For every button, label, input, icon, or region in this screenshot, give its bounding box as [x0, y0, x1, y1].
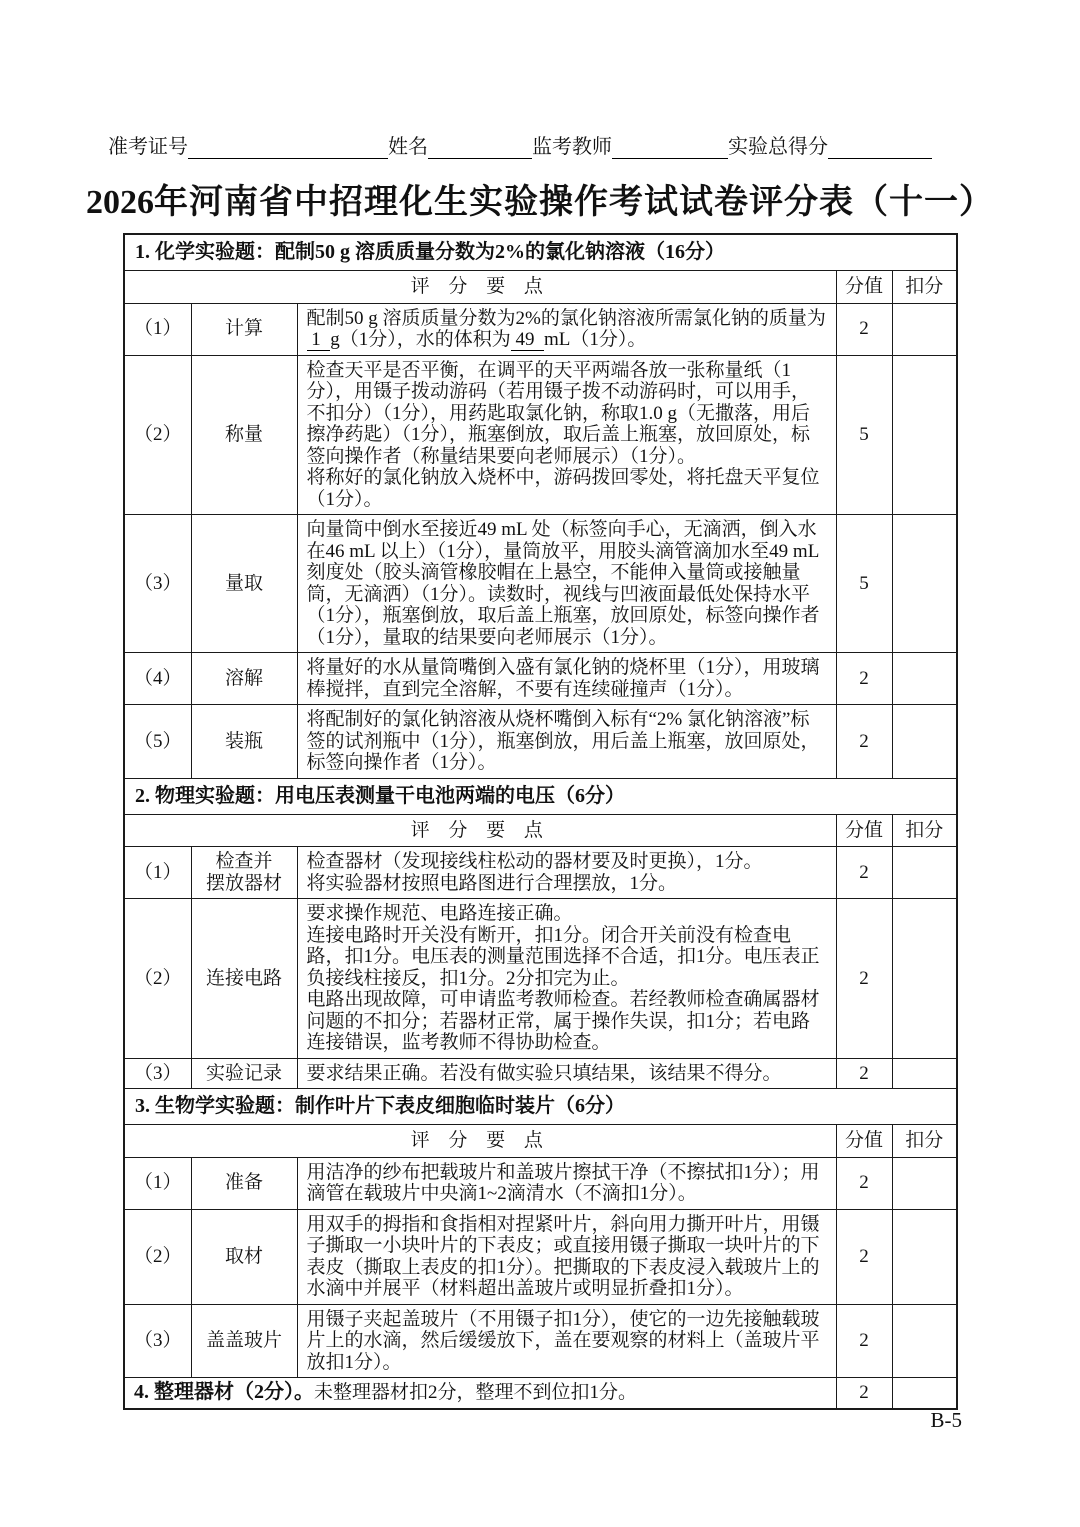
row-deduction-cell — [892, 1209, 957, 1304]
row-detail-cell — [297, 515, 836, 653]
admission-ticket-label: 准考证号 — [108, 136, 188, 158]
deduction-header: 扣分 — [892, 814, 957, 847]
section-title: 1. 化学实验题：配制50 g 溶质质量分数为2%的氯化钠溶液（16分） — [124, 234, 957, 271]
proctor-blank — [612, 136, 728, 159]
row-deduction-cell — [892, 515, 957, 653]
total-score-label: 实验总得分 — [728, 136, 828, 158]
row-detail-cell — [297, 1304, 836, 1378]
page-number: B-5 — [930, 1408, 962, 1432]
detail-paragraph: 用洁净的纱布把载玻片和盖玻片擦拭干净（不擦拭扣1分）；用滴管在载玻片中央滴1~2滴清水（不滴扣1分）。 — [306, 1161, 820, 1204]
admission-ticket-blank — [188, 136, 388, 159]
row-value-cell: 2 — [836, 303, 892, 355]
column-header-row — [124, 814, 957, 847]
row-item-cell: 检查并 摆放器材 — [191, 847, 297, 899]
detail-paragraph: 用双手的拇指和食指相对捏紧叶片，斜向用力撕开叶片，用镊子撕取一小块叶片的下表皮；或直接用镊子撕取一块叶片的下表皮（撕取上表皮的扣1分）。把撕取的下表皮浸入载玻片上的水滴中并展平（材料超出盖玻片或明显折叠扣1分）。 — [306, 1213, 820, 1299]
deduction-header: 扣分 — [892, 271, 957, 304]
table-row — [124, 705, 957, 779]
row-number-cell: （3） — [124, 1058, 191, 1089]
row-number-cell: （5） — [124, 705, 191, 779]
row-deduction-cell — [892, 1058, 957, 1089]
row-value-cell: 2 — [836, 1157, 892, 1209]
detail-paragraph: 向量筒中倒水至接近49 mL 处（标签向手心，无滴洒，倒入水在46 mL 以上）（1分），量筒放平，用胶头滴管滴加水至49 mL 刻度处（胶头滴管橡胶帽在上悬空，不能伸入量筒或接触量筒，无滴洒）（1分）。读数时，视线与凹液面最低处保持水平（1分），瓶塞倒放，取后盖上瓶塞，放回原处，标签向操作者（1分），量取的结果要向老师展示（1分）。 — [306, 519, 820, 648]
total-score-blank — [828, 136, 932, 159]
final-value-cell: 2 — [836, 1378, 892, 1409]
admission-ticket-field — [108, 130, 388, 159]
detail-paragraph: 将配制好的氯化钠溶液从烧杯嘴倒入标有“2% 氯化钠溶液”标签的试剂瓶中（1分），瓶塞倒放，用后盖上瓶塞，放回原处，标签向操作者（1分）。 — [306, 709, 820, 773]
row-deduction-cell — [892, 1304, 957, 1378]
final-row-bold-label: 4. 整理器材（2分）。 — [134, 1381, 314, 1403]
value-header: 分值 — [836, 1125, 892, 1158]
table-row — [124, 1209, 957, 1304]
row-number-cell: （3） — [124, 515, 191, 653]
name-blank — [428, 136, 532, 159]
table-row — [124, 653, 957, 705]
table-row — [124, 1304, 957, 1378]
page-title — [0, 174, 1080, 223]
table-row — [124, 1058, 957, 1089]
row-detail-cell — [297, 1058, 836, 1089]
row-number-cell: （1） — [124, 847, 191, 899]
detail-paragraph: 检查器材（发现接线柱松动的器材要及时更换），1分。 — [306, 851, 763, 872]
row-deduction-cell — [892, 1157, 957, 1209]
row-detail-cell — [297, 705, 836, 779]
proctor-field — [532, 130, 728, 159]
detail-paragraph: 要求结果正确。若没有做实验只填结果，该结果不得分。 — [306, 1062, 782, 1084]
column-header-row — [124, 271, 957, 304]
row-detail-cell — [297, 653, 836, 705]
title-year: 2026 — [86, 184, 154, 221]
detail-paragraph: 配制50 g 溶质质量分数为2%的氯化钠溶液所需氯化钠的质量为 1 g（1分），水的体积为 49 mL（1分）。 — [306, 307, 826, 350]
detail-paragraph: 检查天平是否平衡，在调平的天平两端各放一张称量纸（1分），用镊子拨动游码（若用镊子拨不动游码时，可以用手，不扣分）（1分），用药匙取氯化钠，称取1.0 g（无撒落，用后擦净药匙）（1分），瓶塞倒放，取后盖上瓶塞，放回原处，标签向操作者（称量结果要向老师展示）（1分）。 — [306, 359, 811, 467]
row-number-cell: （1） — [124, 303, 191, 355]
final-row-text: 未整理器材扣2分，整理不到位扣1分。 — [314, 1382, 638, 1403]
section-title: 3. 生物学实验题：制作叶片下表皮细胞临时装片（6分） — [124, 1089, 957, 1125]
total-score-field — [728, 130, 932, 159]
detail-paragraph: 电路出现故障，可申请监考教师检查。若经教师检查确属器材问题的不扣分；若器材正常，属于操作失误，扣1分；若电路连接错误，监考教师不得协助检查。 — [306, 989, 820, 1053]
row-deduction-cell — [892, 899, 957, 1059]
section-title-row — [124, 778, 957, 814]
points-header: 评 分 要 点 — [124, 814, 836, 847]
row-value-cell: 2 — [836, 705, 892, 779]
score-table — [123, 233, 958, 1410]
row-deduction-cell — [892, 847, 957, 899]
row-number-cell: （2） — [124, 899, 191, 1059]
row-item-cell: 准备 — [191, 1157, 297, 1209]
row-value-cell: 2 — [836, 1304, 892, 1378]
detail-paragraph: 将称好的氯化钠放入烧杯中，游码拨回零处，将托盘天平复位（1分）。 — [306, 467, 820, 510]
row-number-cell: （4） — [124, 653, 191, 705]
row-item-cell: 实验记录 — [191, 1058, 297, 1089]
row-item-cell: 取材 — [191, 1209, 297, 1304]
row-item-cell: 盖盖玻片 — [191, 1304, 297, 1378]
table-row — [124, 355, 957, 515]
detail-paragraph: 要求操作规范、电路连接正确。 — [306, 903, 573, 924]
value-header: 分值 — [836, 271, 892, 304]
row-deduction-cell — [892, 355, 957, 515]
name-label: 姓名 — [388, 136, 428, 158]
section-title: 2. 物理实验题：用电压表测量干电池两端的电压（6分） — [124, 778, 957, 814]
detail-paragraph: 用镊子夹起盖玻片（不用镊子扣1分），使它的一边先接触载玻片上的水滴，然后缓缓放下，盖在要观察的材料上（盖玻片平放扣1分）。 — [306, 1308, 820, 1373]
row-detail-cell — [297, 1157, 836, 1209]
row-value-cell: 2 — [836, 847, 892, 899]
score-table-body — [124, 234, 957, 1409]
row-item-cell: 计算 — [191, 303, 297, 355]
row-number-cell: （1） — [124, 1157, 191, 1209]
row-value-cell: 2 — [836, 899, 892, 1059]
row-number-cell: （3） — [124, 1304, 191, 1378]
detail-paragraph: 连接电路时开关没有断开，扣1分。闭合开关前没有检查电路，扣1分。电压表的测量范围选择不合适，扣1分。电压表正负接线柱接反，扣1分。2分扣完为止。 — [306, 924, 820, 989]
row-detail-cell — [297, 899, 836, 1059]
row-item-cell: 连接电路 — [191, 899, 297, 1059]
table-row — [124, 847, 957, 899]
column-header-row — [124, 1125, 957, 1158]
final-deduction-cell — [892, 1378, 957, 1409]
deduction-header: 扣分 — [892, 1125, 957, 1158]
title-text: 年河南省中招理化生实验操作考试试卷评分表（十一） — [154, 184, 994, 221]
detail-paragraph: 将实验器材按照电路图进行合理摆放，1分。 — [306, 872, 678, 894]
row-number-cell: （2） — [124, 1209, 191, 1304]
row-detail-cell — [297, 1209, 836, 1304]
table-row — [124, 303, 957, 355]
row-value-cell: 2 — [836, 653, 892, 705]
row-number-cell: （2） — [124, 355, 191, 515]
row-value-cell: 2 — [836, 1058, 892, 1089]
row-deduction-cell — [892, 705, 957, 779]
row-deduction-cell — [892, 653, 957, 705]
name-field — [388, 130, 532, 159]
row-deduction-cell — [892, 303, 957, 355]
row-item-cell: 量取 — [191, 515, 297, 653]
row-item-cell: 装瓶 — [191, 705, 297, 779]
points-header: 评 分 要 点 — [124, 271, 836, 304]
row-value-cell: 2 — [836, 1209, 892, 1304]
row-value-cell: 5 — [836, 355, 892, 515]
table-row — [124, 515, 957, 653]
final-text-cell — [124, 1378, 836, 1409]
section-title-row — [124, 1089, 957, 1125]
table-row — [124, 899, 957, 1059]
exam-header-fields — [108, 130, 972, 159]
row-item-cell: 溶解 — [191, 653, 297, 705]
detail-paragraph: 将量好的水从量筒嘴倒入盛有氯化钠的烧杯里（1分），用玻璃棒搅拌，直到完全溶解，不要有连续碰撞声（1分）。 — [306, 657, 820, 700]
row-detail-cell — [297, 355, 836, 515]
final-row — [124, 1378, 957, 1409]
row-detail-cell — [297, 847, 836, 899]
value-header: 分值 — [836, 814, 892, 847]
section-title-row — [124, 234, 957, 271]
row-value-cell: 5 — [836, 515, 892, 653]
proctor-label: 监考教师 — [532, 136, 612, 158]
row-item-cell: 称量 — [191, 355, 297, 515]
table-row — [124, 1157, 957, 1209]
row-detail-cell — [297, 303, 836, 355]
points-header: 评 分 要 点 — [124, 1125, 836, 1158]
